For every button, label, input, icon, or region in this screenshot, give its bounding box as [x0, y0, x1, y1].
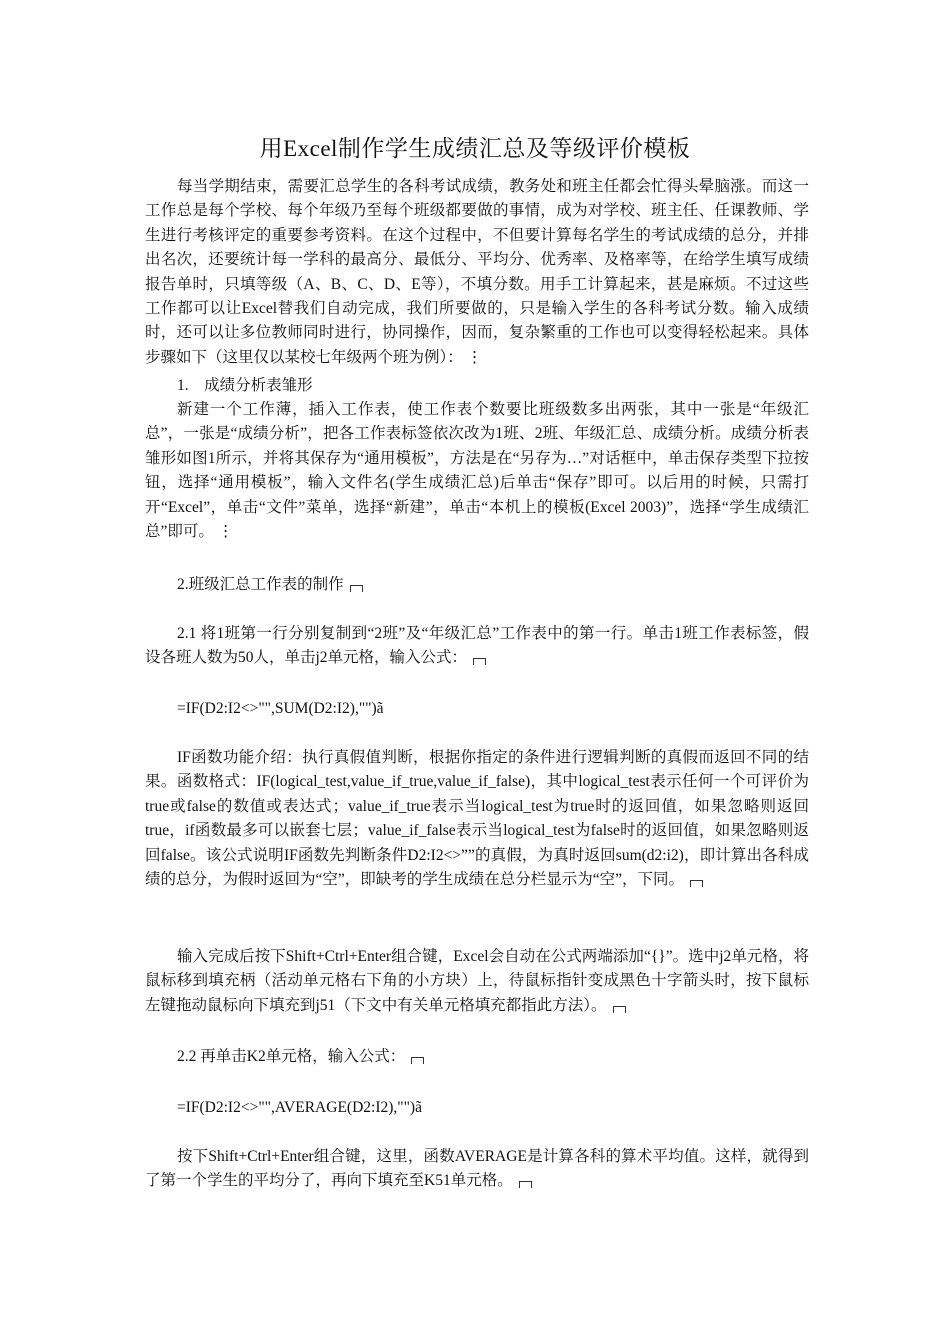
step2-1-text: 2.1 将1班第一行分别复制到“2班”及“年级汇总”工作表中的第一行。单击1班工作表标签，假设各班人数为50人，单击j2单元格，输入公式：	[145, 625, 809, 667]
step2-heading-line	[177, 573, 363, 597]
formula1: =IF(D2:I2<>"",SUM(D2:I2),"")	[177, 700, 377, 717]
paragraph-mark-icon	[473, 658, 486, 665]
formula2-line	[177, 1096, 422, 1120]
intro-text: 每当学期结束，需要汇总学生的各科考试成绩，教务处和班主任都会忙得头晕脑涨。而这一工作总是每个学校、每个年级乃至每个班级都要做的事情，成为对学校、班主任、任课教师、学生进行考核评定的重要参考资料。在这个过程中，不但要计算每名学生的考试成绩的总分，并排出名次，还要统计每一学科的最高分、最低分、平均分、优秀率、及格率等，在给学生填写成绩报告单时，只填等级（A、B、C、D、E等），不填分数。用手工计算起来，甚是麻烦。不过这些工作都可以让Excel替我们自动完成，我们所要做的，只是输入学生的各科考试分数。输入成绩时，还可以让多位教师同时进行，协同操作，因而，复杂繁重的工作也可以变得轻松起来。具体步骤如下（这里仅以某校七年级两个班为例）：	[145, 178, 809, 366]
fill-paragraph	[145, 945, 809, 1018]
step2-2-text: 2.2 再单击K2单元格，输入公式：	[177, 1048, 406, 1065]
formula2-trail-mark: ã	[415, 1099, 422, 1116]
formula1-trail-mark: ã	[376, 700, 384, 717]
formula2: =IF(D2:I2<>"",AVERAGE(D2:I2),"")	[177, 1099, 416, 1116]
document-title: 用Excel制作学生成绩汇总及等级评价模板	[259, 136, 691, 161]
formula1-line	[177, 697, 384, 721]
step2-heading: 2.班级汇总工作表的制作	[177, 576, 344, 593]
step1-trail-mark: ⋮	[217, 523, 234, 541]
paragraph-mark-icon	[690, 880, 703, 887]
step1-heading: 1. 成绩分析表雏形	[177, 377, 313, 394]
paragraph-mark-icon	[519, 1181, 532, 1188]
if-intro-paragraph	[145, 746, 809, 892]
step1-paragraph	[145, 398, 809, 544]
step1-text: 新建一个工作薄，插入工作表，使工作表个数要比班级数多出两张，其中一张是“年级汇总”，一张是“成绩分析”，把各工作表标签依次改为1班、2班、年级汇总、成绩分析。成绩分析表雏形如图1所示，并将其保存为“通用模板”，方法是在“另存为…”对话框中，单击保存类型下拉按钮，选择“通用模板”，输入文件名(学生成绩汇总)后单击“保存”即可。以后用的时候，只需打开“Excel”，单击“文件”菜单，选择“新建”，单击“本机上的模板(Excel 2003)”，选择“学生成绩汇总”即可。	[145, 401, 809, 541]
avg-text: 按下Shift+Ctrl+Enter组合键，这里，函数AVERAGE是计算各科的算术平均值。这样，就得到了第一个学生的平均分了，再向下填充至K51单元格。	[145, 1148, 809, 1190]
intro-trail-mark: ⋮	[466, 348, 483, 366]
step2-1-paragraph	[145, 622, 809, 671]
paragraph-mark-icon	[411, 1057, 424, 1064]
if-intro-text: IF函数功能介绍：执行真假值判断，根据你指定的条件进行逻辑判断的真假而返回不同的结果。函数格式：IF(logical_test,value_if_true,value_if_false)，其中logical_test表示任何一个可评价为true或false的数值或表达式；value_if_true表示当logical_test为true时的返回值，如果忽略则返回true，if函数最多可以嵌套七层；value_if_false表示当logical_test为false时的返回值，如果忽略则返回false。该公式说明IF函数先判断条件D2:I2<>””的真假，为真时返回sum(d2:i2)，即计算出各科成绩的总分，为假时返回为“空”，即缺考的学生成绩在总分栏显示为“空”，下同。	[145, 749, 809, 889]
intro-paragraph	[145, 175, 809, 370]
paragraph-mark-icon	[613, 1006, 626, 1013]
fill-text: 输入完成后按下Shift+Ctrl+Enter组合键，Excel会自动在公式两端添加“{}”。选中j2单元格，将鼠标移到填充柄（活动单元格右下角的小方块）上，待鼠标指针变成黑色十字箭头时，按下鼠标左键拖动鼠标向下填充到j51（下文中有关单元格填充都指此方法）。	[145, 948, 809, 1014]
avg-paragraph	[145, 1145, 809, 1194]
step2-2-line	[177, 1045, 424, 1069]
paragraph-mark-icon	[350, 585, 363, 592]
